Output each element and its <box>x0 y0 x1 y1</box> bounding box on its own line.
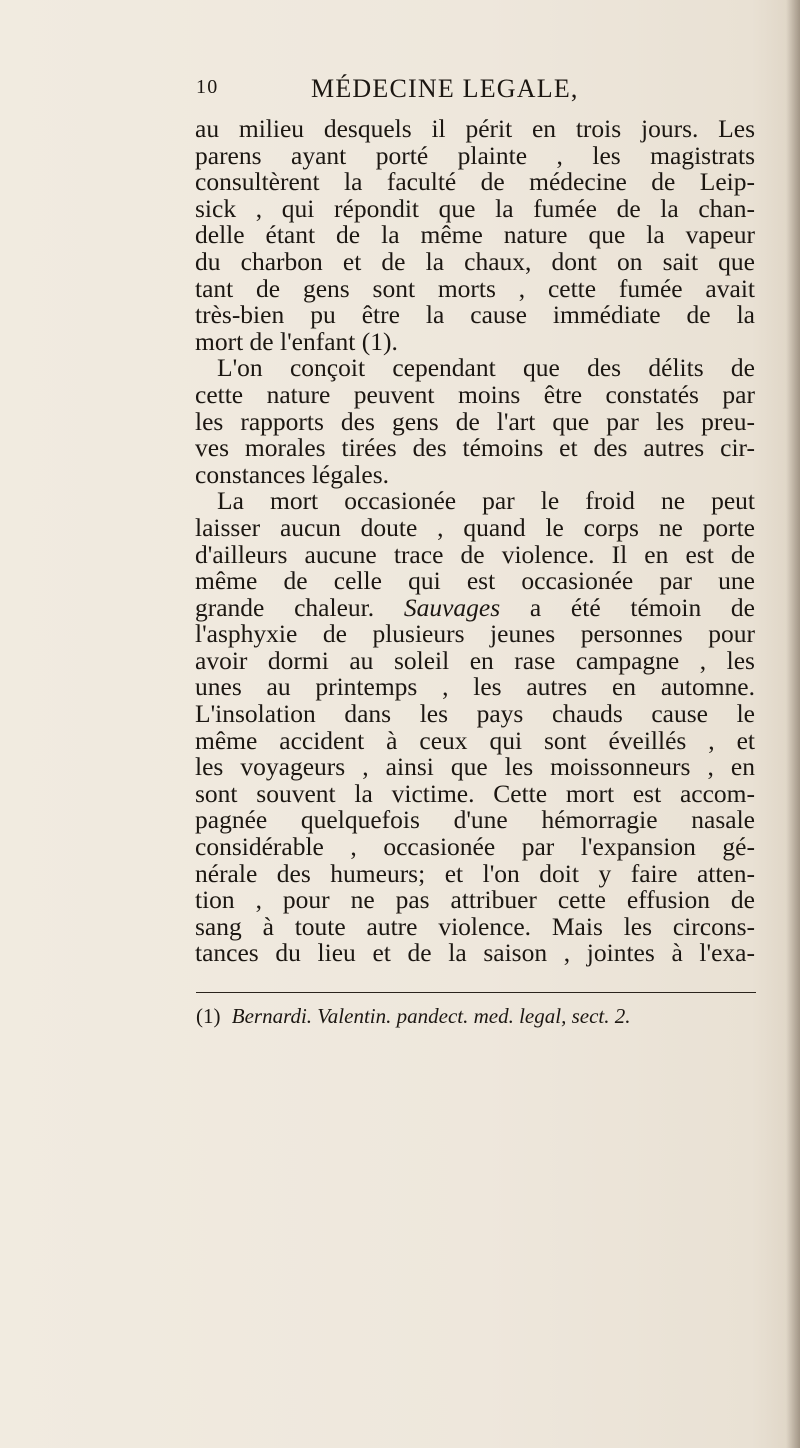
text-line: d'ailleurs aucune trace de violence. Il en est de <box>195 539 755 569</box>
author-name: Sauvages <box>403 592 501 622</box>
text-line: nérale des humeurs; et l'on doit y faire atten- <box>195 858 755 888</box>
text-line: pagnée quelquefois d'une hémorragie nasale <box>195 805 755 835</box>
text-line: laisser aucun doute , quand le corps ne porte <box>195 512 755 542</box>
footnote <box>196 1004 756 1029</box>
text-line <box>195 592 755 622</box>
footnote-citation: Bernardi. Valentin. pandect. med. legal, sect. 2. <box>231 1004 631 1028</box>
text-segment: grande chaleur. <box>195 592 375 622</box>
text-line: L'on conçoit cependant que des délits de <box>217 353 755 383</box>
running-head-title: MÉDECINE LEGALE, <box>311 74 579 103</box>
text-line: parens ayant porté plainte , les magistrats <box>195 140 755 170</box>
footnote-marker: (1) <box>196 1004 221 1028</box>
text-line: unes au printemps , les autres en automne. <box>195 672 755 702</box>
text-line: même accident à ceux qui sont éveillés , et <box>195 725 755 755</box>
body-text <box>195 116 755 967</box>
page-number: 10 <box>196 76 219 98</box>
text-line: les voyageurs , ainsi que les moissonneurs , en <box>195 752 755 782</box>
text-line: L'insolation dans les pays chauds cause le <box>195 699 755 729</box>
text-line: du charbon et de la chaux, dont on sait que <box>195 246 755 276</box>
text-line: tant de gens sont morts , cette fumée avait <box>195 273 755 303</box>
text-line: cette nature peuvent moins être constatés par <box>195 379 755 409</box>
text-line: très-bien pu être la cause immédiate de la <box>195 300 755 330</box>
text-line: consultèrent la faculté de médecine de Leip- <box>195 167 755 197</box>
text-line: sang à toute autre violence. Mais les circons- <box>195 911 755 941</box>
text-line: considérable , occasionée par l'expansion gé- <box>195 832 755 862</box>
text-line: avoir dormi au soleil en rase campagne , les <box>195 645 755 675</box>
text-line: sick , qui répondit que la fumée de la chan- <box>195 193 755 223</box>
text-line: tances du lieu et de la saison , jointes à l'exa- <box>195 938 755 968</box>
text-line: La mort occasionée par le froid ne peut <box>217 486 755 516</box>
text-line: mort de l'enfant (1). <box>195 326 398 356</box>
text-line: ves morales tirées des témoins et des autres cir- <box>195 433 755 463</box>
text-line: constances légales. <box>195 459 390 489</box>
footnote-divider <box>196 992 756 993</box>
text-segment: a été témoin de <box>529 592 755 622</box>
page-edge-shadow <box>786 0 800 1448</box>
text-line: tion , pour ne pas attribuer cette effusion de <box>195 885 755 915</box>
running-head <box>196 74 756 108</box>
text-line: sont souvent la victime. Cette mort est accom- <box>195 778 755 808</box>
text-line: l'asphyxie de plusieurs jeunes personnes pour <box>195 619 755 649</box>
text-line: même de celle qui est occasionée par une <box>195 566 755 596</box>
text-line: les rapports des gens de l'art que par les preu- <box>195 406 755 436</box>
text-line: au milieu desquels il périt en trois jours. Les <box>195 114 755 143</box>
text-line: delle étant de la même nature que la vapeur <box>195 220 755 250</box>
